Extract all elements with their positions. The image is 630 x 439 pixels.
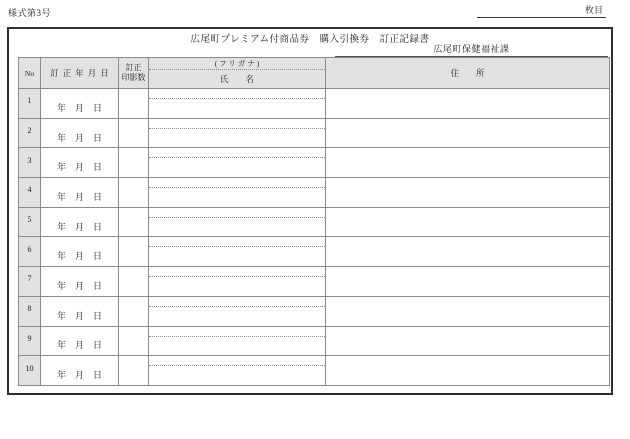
table-row [19, 207, 610, 237]
header-name-label: 氏 名 [219, 74, 254, 84]
furigana-area [149, 356, 325, 366]
table-row [19, 237, 610, 267]
furigana-area [149, 89, 325, 99]
address-cell [326, 326, 610, 356]
seal-count-cell [119, 326, 149, 356]
seal-count-cell [119, 356, 149, 386]
correction-date-cell: 年 月 日 [41, 267, 119, 297]
row-number: 8 [19, 296, 41, 326]
furigana-area [149, 208, 325, 218]
correction-date-cell: 年 月 日 [41, 118, 119, 148]
correction-date-cell: 年 月 日 [41, 178, 119, 208]
row-number: 7 [19, 267, 41, 297]
address-cell [326, 89, 610, 119]
row-number: 1 [19, 89, 41, 119]
row-number: 4 [19, 178, 41, 208]
seal-count-cell [119, 118, 149, 148]
correction-date-cell: 年 月 日 [41, 296, 119, 326]
name-cell [149, 267, 326, 297]
correction-date-cell: 年 月 日 [41, 326, 119, 356]
name-cell [149, 237, 326, 267]
document-title: 広尾町プレミアム付商品券 購入引換券 訂正記録書 [190, 35, 430, 45]
row-number: 10 [19, 356, 41, 386]
row-number: 5 [19, 207, 41, 237]
header-name [149, 58, 326, 89]
address-cell [326, 356, 610, 386]
row-number: 9 [19, 326, 41, 356]
row-number: 2 [19, 118, 41, 148]
table-row [19, 296, 610, 326]
correction-date-cell: 年 月 日 [41, 89, 119, 119]
table-row [19, 89, 610, 119]
name-cell [149, 207, 326, 237]
address-cell [326, 237, 610, 267]
correction-date-cell: 年 月 日 [41, 148, 119, 178]
correction-record-table [18, 57, 610, 386]
furigana-area [149, 148, 325, 158]
page-border [7, 27, 613, 395]
furigana-area [149, 237, 325, 247]
table-row [19, 267, 610, 297]
address-cell [326, 296, 610, 326]
header-row [19, 58, 610, 89]
address-cell [326, 148, 610, 178]
seal-count-cell [119, 89, 149, 119]
address-cell [326, 267, 610, 297]
furigana-area [149, 297, 325, 307]
seal-count-cell [119, 207, 149, 237]
header-correction-date: 訂正年月日 [41, 58, 119, 89]
correction-date-cell: 年 月 日 [41, 237, 119, 267]
seal-count-cell [119, 148, 149, 178]
header-address: 住 所 [326, 58, 610, 89]
header-no: No [19, 58, 41, 89]
header-seal-count [119, 58, 149, 89]
department-line: 広尾町保健福祉課 [335, 42, 608, 57]
header-seal-count-line1: 訂正 [125, 63, 142, 72]
correction-date-cell: 年 月 日 [41, 207, 119, 237]
seal-count-cell [119, 237, 149, 267]
furigana-area [149, 267, 325, 277]
form-number: 様式第3号 [8, 8, 52, 18]
address-cell [326, 118, 610, 148]
sheet-count-label: 枚目 [584, 5, 603, 15]
name-cell [149, 326, 326, 356]
sheet-count-line [477, 3, 606, 18]
header-furigana: (フリガナ) [149, 58, 325, 70]
seal-count-cell [119, 267, 149, 297]
name-cell [149, 118, 326, 148]
name-cell [149, 178, 326, 208]
name-cell [149, 148, 326, 178]
address-cell [326, 207, 610, 237]
seal-count-cell [119, 296, 149, 326]
seal-count-cell [119, 178, 149, 208]
row-number: 6 [19, 237, 41, 267]
address-cell [326, 178, 610, 208]
table-row [19, 118, 610, 148]
row-number: 3 [19, 148, 41, 178]
furigana-area [149, 178, 325, 188]
name-cell [149, 296, 326, 326]
furigana-area [149, 327, 325, 337]
correction-date-cell: 年 月 日 [41, 356, 119, 386]
header-seal-count-line2: 印影数 [121, 73, 146, 82]
table-row [19, 326, 610, 356]
name-cell [149, 356, 326, 386]
table-row [19, 178, 610, 208]
furigana-area [149, 119, 325, 129]
table-row [19, 356, 610, 386]
table-row [19, 148, 610, 178]
name-cell [149, 89, 326, 119]
